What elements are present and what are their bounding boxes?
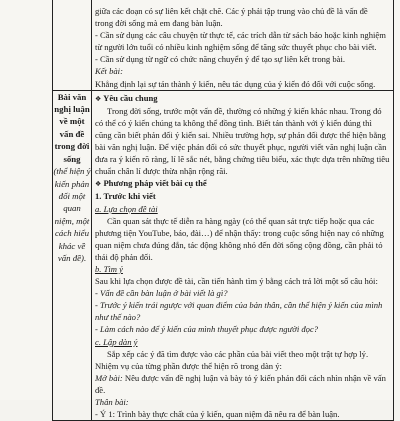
question-1: - Vấn đề cần bàn luận ở bài viết là gì?: [95, 288, 228, 299]
table-row-top: [53, 0, 394, 90]
content-table: [52, 0, 394, 421]
left-heading-cell: [53, 90, 92, 421]
diamond-bullet-icon: ❖: [95, 94, 102, 103]
text-line: - Cần sử dụng các câu chuyện từ thực tế, các trích dẫn từ sách báo hoặc kinh nghiệm: [95, 30, 386, 41]
sub-heading-a: a. Lựa chọn đề tài: [95, 203, 158, 214]
text-line: giữa các đoạn có sự liên kết chặt chẽ. Các ý phải tập trung vào chủ đề là vấn đề: [95, 6, 368, 16]
right-cell-top: [92, 0, 394, 90]
right-cell-main: [92, 90, 394, 421]
yeu-cau-paragraph: Trong đời sống, trước một vấn đề, thường có những ý kiến khác nhau. Trong đó có thể có ý kiến chúng ta không thể đồng tình. Biết tán thành với ý kiến đúng thì cũng cần biết phản đối ý kiến sai. Nhiều trường hợp, sự phản đối được thể hiện bằng bài văn nghị luận. Để việc phản đối có sức thuyết phục, người viết văn nghị luận cần đưa ra ý kiến rõ ràng, lí lẽ sắc nét, bằng chứng tiêu biểu, xác thực dựa trên những tiêu chuẩn chân lí được thừa nhận rộng rãi.: [95, 105, 390, 177]
paragraph-b: Sau khi lựa chọn được đề tài, cần tiến hành tìm ý bằng cách trả lời một số câu hỏi:: [95, 276, 378, 287]
table-row-main: [53, 90, 394, 421]
question-2: - Trước ý kiến trái ngược với quan điểm của bản thân, cần thể hiện ý kiến của mình như thế nào?: [95, 300, 383, 323]
text-line: từ người lớn tuổi có nhiều kinh nghiệm sống để tăng sức thuyết phục cho bài viết.: [95, 42, 377, 53]
phuong-phap-heading: Phương pháp viết bài cụ thể: [103, 178, 207, 189]
sub-heading-b: b. Tìm ý: [95, 263, 123, 274]
text-line: trong đời sống mà em đang bàn luận.: [95, 18, 223, 29]
text-line: - Cần sử dụng từ ngữ có chức năng chuyển ý để tạo sự liên kết trong bài.: [95, 54, 346, 65]
sub-heading-c: c. Lập dàn ý: [95, 336, 138, 347]
mo-bai-text: Nêu được vấn đề nghị luận và bày tỏ ý kiến phản đối cách nhìn nhận về vấn đề.: [95, 372, 386, 395]
step-heading: 1. Trước khi viết: [95, 191, 156, 202]
question-3: - Làm cách nào để ý kiến của mình thuyết phục được người đọc?: [95, 324, 319, 335]
diamond-bullet-icon: ❖: [95, 180, 102, 189]
cut-off-line: - Ý 1: Trình bày thực chất của ý kiến, quan niệm đã nêu ra để bàn luận.: [95, 409, 340, 420]
paragraph-a: Cần quan sát thực tế diễn ra hàng ngày (có thể quan sát trực tiếp hoặc qua các phương tiện YouTube, báo, đài…) để nhận thấy: trong cuộc sống hiện nay có những quan niệm chưa đúng đắn, tác động không nhỏ đến đời sống cộng đồng, cần phải tỏ thái độ phản đối.: [95, 215, 384, 262]
left-cell-empty: [53, 0, 92, 90]
mo-bai-label: Mở bài:: [95, 372, 123, 383]
section-heading: Bài văn nghị luận về một vấn đề trong đời sống: [54, 91, 90, 164]
section-subheading: (thể hiện ý kiến phản đối một quan niệm, một cách hiểu khác về vấn đề).: [53, 166, 91, 263]
ket-bai-label: Kết bài:: [95, 66, 123, 77]
paragraph-c: Sắp xếp các ý đã tìm được vào các phần của bài viết theo một trật tự hợp lý. Nhiệm vụ của từng phần được thể hiện rõ trong dàn ý:: [95, 348, 369, 371]
than-bai-label: Thân bài:: [95, 397, 129, 407]
yeu-cau-heading: Yêu cầu chung: [103, 92, 158, 103]
ket-bai-text: Khẳng định lại sự tán thành ý kiến, nêu tác dụng của ý kiến đó đối với cuộc sống.: [95, 78, 376, 89]
